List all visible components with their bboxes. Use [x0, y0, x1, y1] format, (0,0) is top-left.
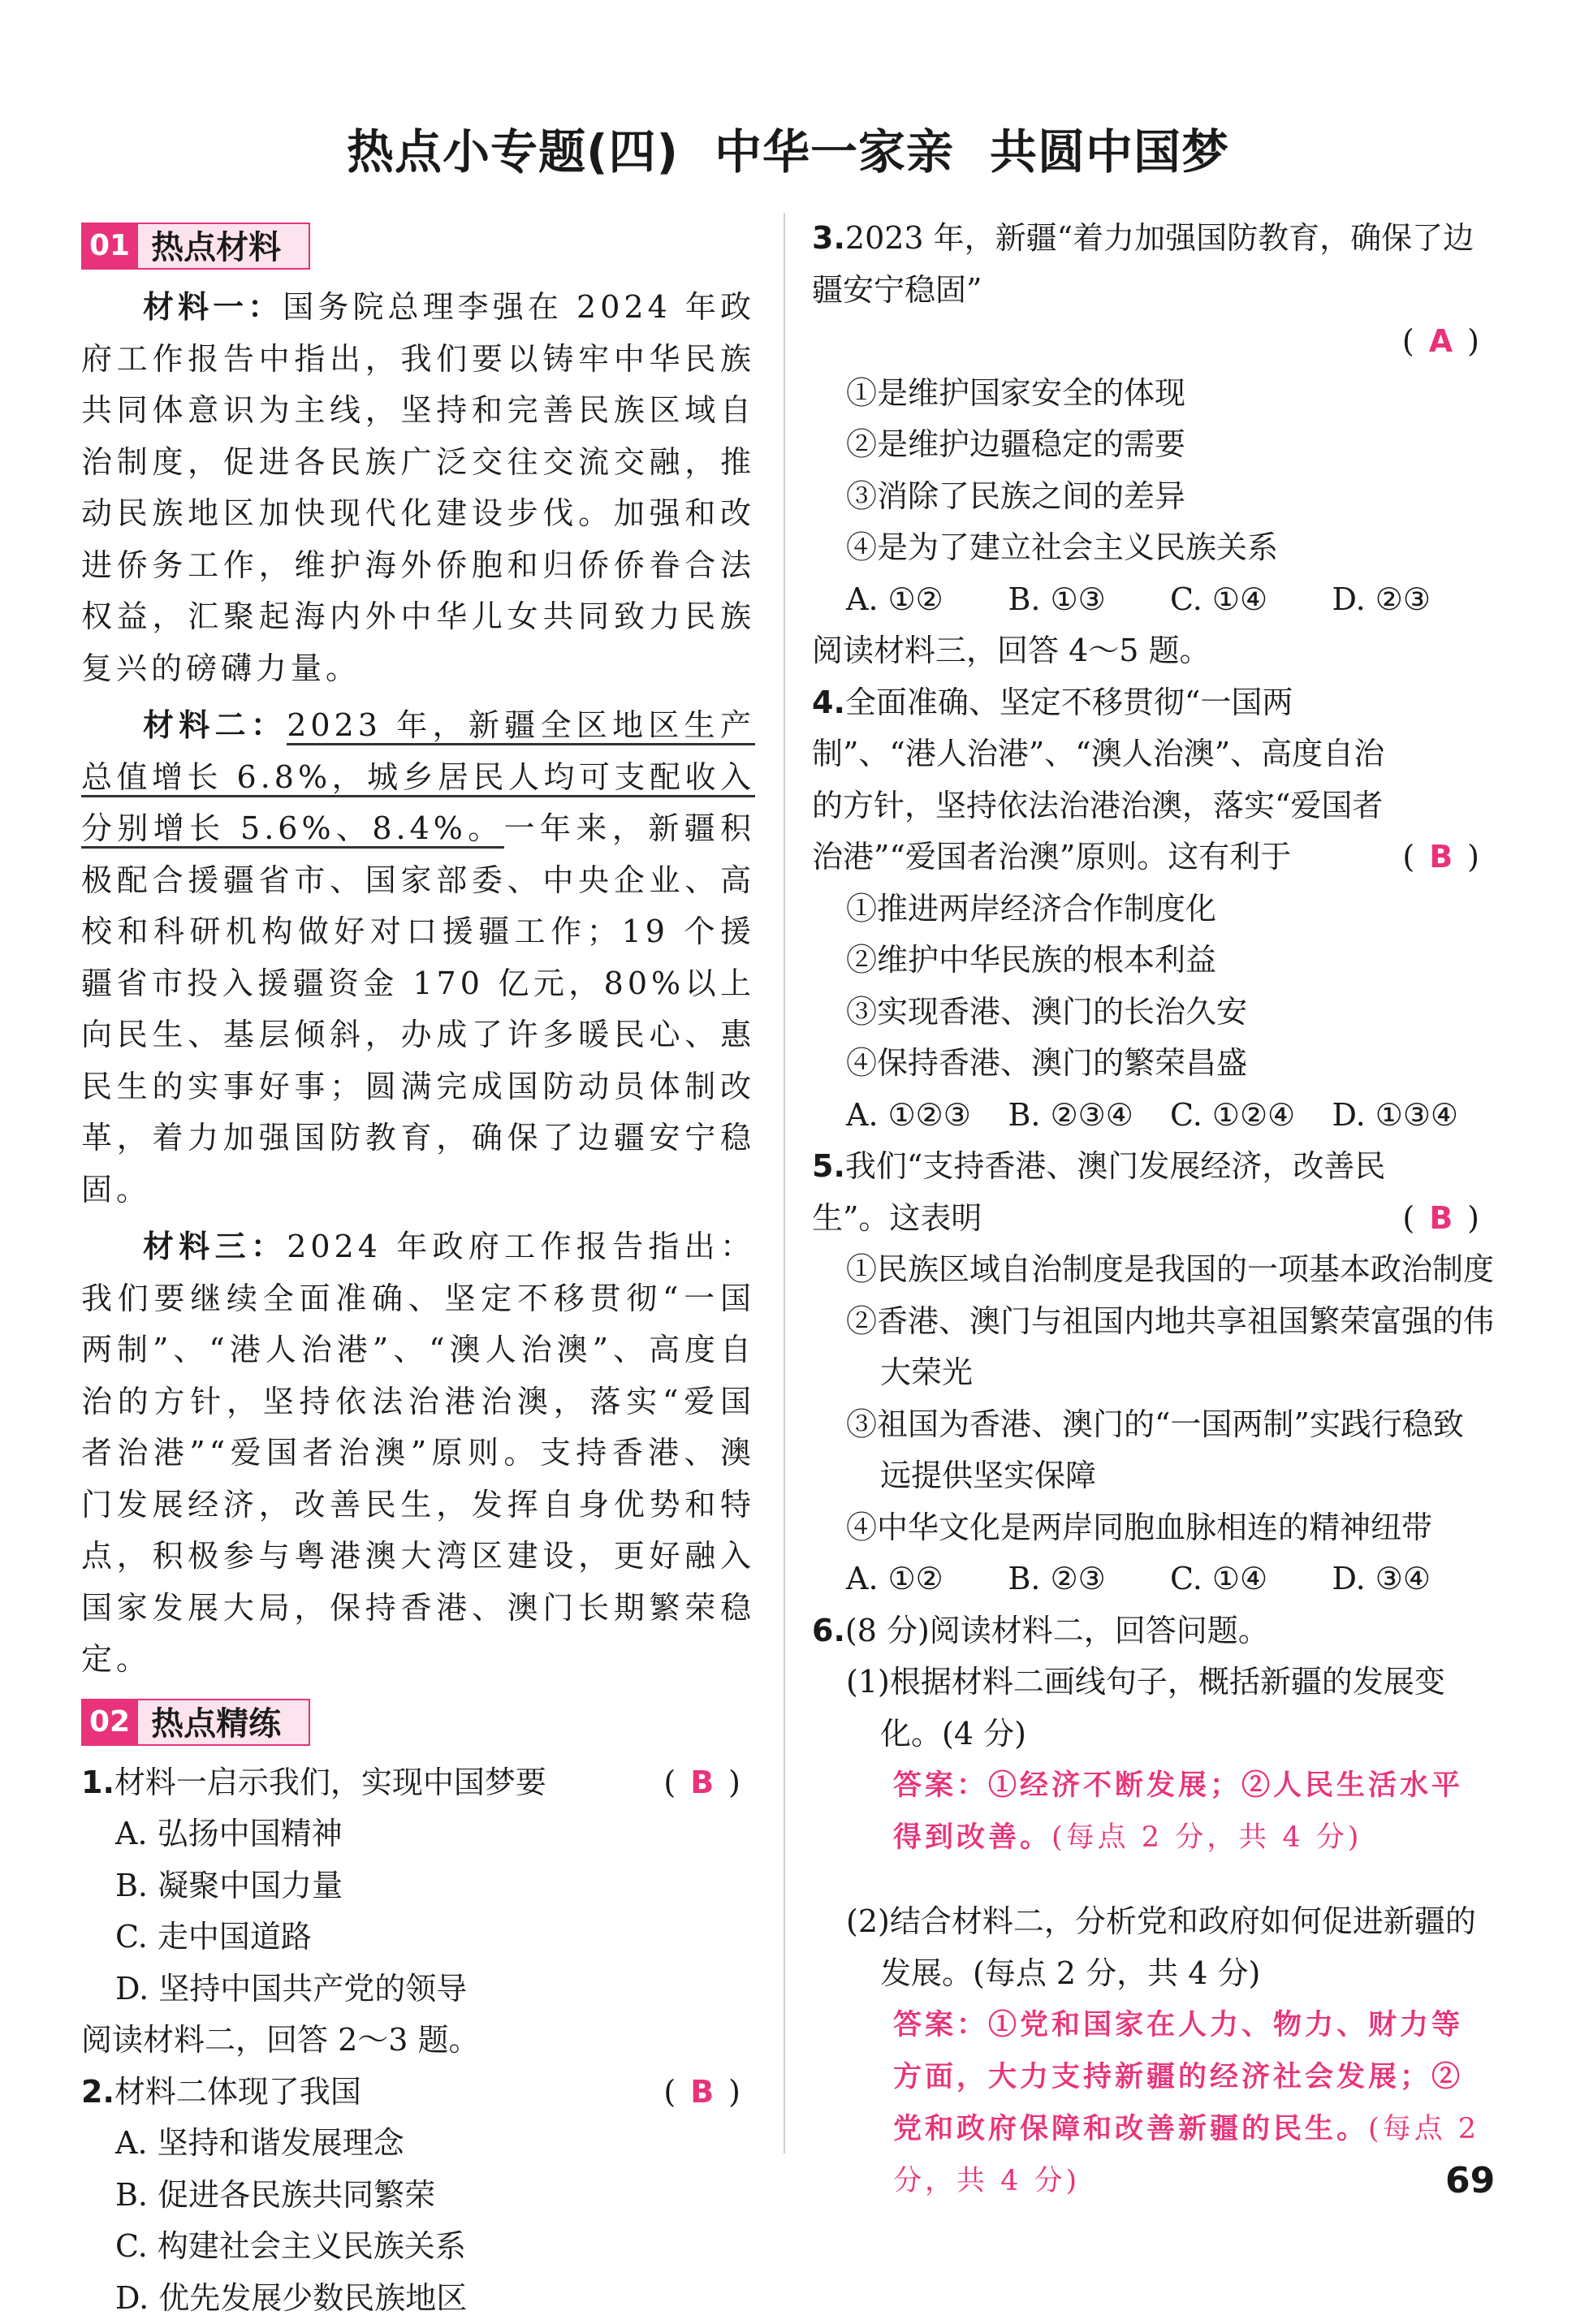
question-stem: 2023 年，新疆“着力加强国防教育，确保了边疆安宁稳固”	[812, 220, 1474, 308]
option: B. 凝聚中国力量	[81, 1860, 755, 1912]
question-1	[81, 1757, 755, 1809]
option: C. 构建社会主义民族关系	[81, 2221, 755, 2273]
title-part1: 热点小专题(四)	[347, 124, 679, 179]
answer-note: (每点 2 分，共 4 分)	[1051, 1821, 1362, 1854]
statement: ②维护中华民族的根本利益	[812, 935, 1494, 987]
statement: ①推进两岸经济合作制度化	[812, 883, 1494, 935]
material-text: 2024 年政府工作报告指出：我们要继续全面准确、坚定不移贯彻“一国两制”、“港人治港”、“澳人治澳”、高度自治的方针，坚持依法治港治澳，落实“爱国者治港”“爱国者治澳”原则。支持香港、澳门发展经济，改善民生，发挥自身优势和特点，积极参与粤港澳大湾区建设，更好融入国家发展大局，保持香港、澳门长期繁荣稳定。	[81, 1229, 755, 1677]
material-3	[81, 1220, 755, 1686]
answer-note: (每点 2 分，共 4 分)	[893, 2113, 1479, 2197]
answer-text: 答案：①党和国家在人力、物力、财力等方面，大力支持新疆的经济社会发展；②党和政府保障和改善新疆的民生。	[893, 2008, 1463, 2145]
question-stem: 材料一启示我们，实现中国梦要	[114, 1765, 546, 1800]
right-column	[812, 213, 1494, 2207]
question-2	[81, 2067, 755, 2119]
question-number: 3.	[812, 220, 845, 256]
underlined-sentence: 2023 年，新疆全区地区生产总值增长 6.8%，城乡居民人均可支配收入分别增长 5.6%、8.4%。	[81, 707, 755, 849]
option: B. ②③④	[1008, 1090, 1171, 1142]
title-part2: 中华一家亲	[715, 124, 954, 179]
question-5	[812, 1141, 1494, 1244]
option: A. 坚持和谐发展理念	[81, 2118, 755, 2170]
answer-letter: B	[1429, 839, 1467, 875]
answer-letter: A	[1429, 323, 1467, 359]
statement: ①民族区域自治制度是我国的一项基本政治制度	[812, 1244, 1494, 1296]
question-6	[812, 1605, 1494, 1657]
question-4	[812, 677, 1494, 883]
question-stem: 材料二体现了我国	[114, 2074, 361, 2110]
answer-2	[812, 1999, 1494, 2207]
question-stem: (8 分)阅读材料二，回答问题。	[845, 1613, 1269, 1648]
statement: ③消除了民族之间的差异	[812, 471, 1494, 523]
answer-letter: B	[690, 2074, 728, 2110]
section-label: 热点材料	[138, 222, 310, 270]
subquestion-2: (2)结合材料二，分析党和政府如何促进新疆的发展。(每点 2 分，共 4 分)	[812, 1896, 1494, 1999]
material-label: 材料一：	[143, 288, 283, 325]
statement: ②香港、澳门与祖国内地共享祖国繁荣富强的伟大荣光	[812, 1296, 1494, 1399]
section-number: 02	[81, 1699, 138, 1746]
option: D. ③④	[1332, 1553, 1495, 1605]
option: C. 走中国道路	[81, 1911, 755, 1963]
material-label: 材料三：	[143, 1228, 287, 1264]
section-label: 热点精练	[138, 1699, 310, 1746]
options-row	[812, 1090, 1494, 1142]
option: A. ①②	[846, 574, 1008, 626]
question-number: 2.	[81, 2074, 114, 2110]
reading-note: 阅读材料二，回答 2～3 题。	[81, 2015, 755, 2067]
option: A. ①②	[846, 1553, 1008, 1605]
left-column	[81, 213, 755, 2324]
subquestion-1: (1)根据材料二画线句子，概括新疆的发展变化。(4 分)	[812, 1657, 1494, 1760]
option: B. 促进各民族共同繁荣	[81, 2170, 755, 2222]
question-3-answer-line	[812, 316, 1494, 368]
section-header-materials	[81, 219, 755, 273]
reading-note: 阅读材料三，回答 4～5 题。	[812, 625, 1494, 677]
column-divider	[784, 213, 785, 2153]
question-3	[812, 213, 1494, 316]
statement: ④保持香港、澳门的繁荣昌盛	[812, 1038, 1494, 1090]
answer-letter: B	[690, 1765, 728, 1800]
answer-bracket: (B)	[1402, 832, 1494, 883]
material-label: 材料二：	[143, 706, 287, 743]
question-number: 1.	[81, 1765, 114, 1800]
option: A. ①②③	[846, 1090, 1008, 1142]
material-text: 一年来，新疆积极配合援疆省市、国家部委、中央企业、高校和科研机构做好对口援疆工作；19 个援疆省市投入援疆资金 170 亿元，80%以上向民生、基层倾斜，办成了许多暖民心、惠民生的实事好事；圆满完成国防动员体制改革，着力加强国防教育，确保了边疆安宁稳固。	[81, 810, 755, 1207]
answer-bracket: (A)	[1402, 316, 1494, 368]
material-2	[81, 699, 755, 1216]
option: C. ①④	[1170, 574, 1332, 626]
option: B. ②③	[1008, 1553, 1171, 1605]
title-part3: 共圆中国梦	[990, 124, 1229, 179]
material-1	[81, 281, 755, 694]
option: D. 坚持中国共产党的领导	[81, 1963, 755, 2015]
options-row	[812, 574, 1494, 626]
answer-text: 答案：①经济不断发展；②人民生活水平得到改善。	[893, 1769, 1463, 1854]
statement: ④是为了建立社会主义民族关系	[812, 522, 1494, 574]
statement: ①是维护国家安全的体现	[812, 368, 1494, 420]
question-stem: 全面准确、坚定不移贯彻“一国两制”、“港人治港”、“澳人治澳”、高度自治的方针，坚持依法治港治澳，落实“爱国者治港”“爱国者治澳”原则。这有利于	[812, 685, 1384, 875]
answer-bracket: (B)	[1402, 1193, 1494, 1245]
option: D. ②③	[1332, 574, 1495, 626]
statement: ③实现香港、澳门的长治久安	[812, 987, 1494, 1039]
page-title	[0, 114, 1576, 182]
answer-bracket: (B)	[663, 1757, 755, 1809]
material-text: 国务院总理李强在 2024 年政府工作报告中指出，我们要以铸牢中华民族共同体意识为主线，坚持和完善民族区域自治制度，促进各民族广泛交往交流交融，推动民族地区加快现代化建设步伐。加强和改进侨务工作，维护海外侨胞和归侨侨眷合法权益，汇聚起海内外中华儿女共同致力民族复兴的磅礴力量。	[81, 289, 755, 686]
page-number: 69	[1445, 2160, 1495, 2201]
question-number: 5.	[812, 1148, 845, 1184]
answer-bracket: (B)	[663, 2067, 755, 2119]
statement: ④中华文化是两岸同胞血脉相连的精神纽带	[812, 1502, 1494, 1554]
option: B. ①③	[1008, 574, 1171, 626]
option: A. 弘扬中国精神	[81, 1808, 755, 1860]
options-row	[812, 1553, 1494, 1605]
option: D. ①③④	[1332, 1090, 1495, 1142]
option: D. 优先发展少数民族地区	[81, 2273, 755, 2324]
question-stem: 我们“支持香港、澳门发展经济，改善民生”。这表明	[812, 1148, 1385, 1236]
statement: ③祖国为香港、澳门的“一国两制”实践行稳致远提供坚实保障	[812, 1399, 1494, 1502]
option: C. ①②④	[1170, 1090, 1332, 1142]
section-header-practice	[81, 1695, 755, 1749]
question-number: 4.	[812, 685, 845, 720]
statement: ②是维护边疆稳定的需要	[812, 419, 1494, 471]
answer-letter: B	[1429, 1200, 1467, 1236]
question-number: 6.	[812, 1613, 845, 1648]
option: C. ①④	[1170, 1553, 1332, 1605]
answer-1	[812, 1760, 1494, 1864]
section-number: 01	[81, 222, 138, 270]
